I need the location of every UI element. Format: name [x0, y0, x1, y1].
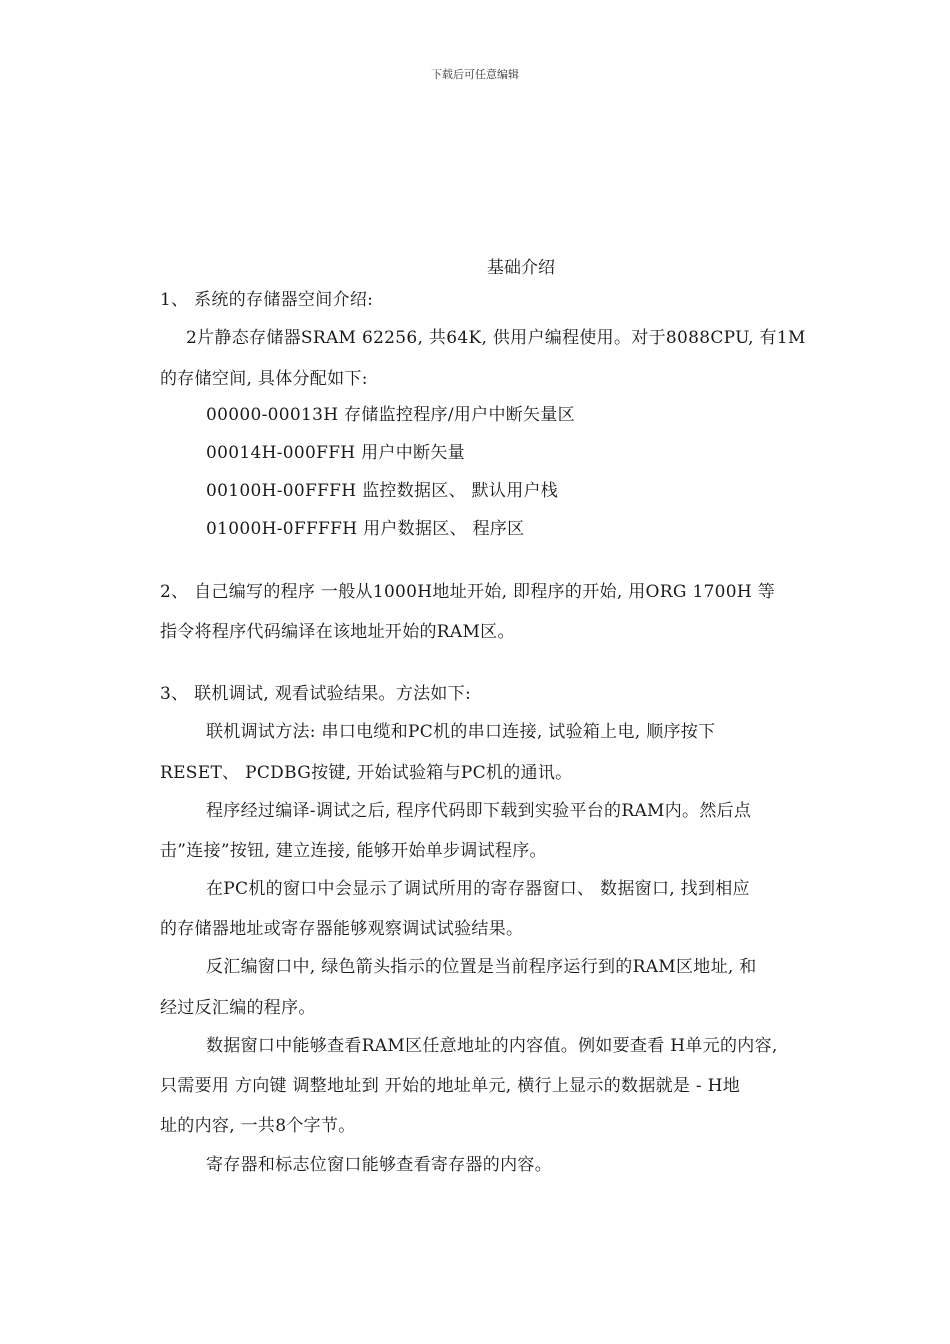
section-3-para-b-line-1: 程序经过编译-调试之后, 程序代码即下载到实验平台的RAM内。然后点 [206, 801, 752, 821]
section-3-para-d-line-2: 经过反汇编的程序。 [160, 998, 316, 1018]
section-2-line-2: 指令将程序代码编译在该地址开始的RAM区。 [160, 622, 515, 642]
section-2-line-1: 2、 自己编写的程序 一般从1000H地址开始, 即程序的开始, 用ORG 1700H 等 [160, 582, 776, 602]
section-3-para-d-line-1: 反汇编窗口中, 绿色箭头指示的位置是当前程序运行到的RAM区地址, 和 [206, 957, 757, 977]
section-3-para-c-line-1: 在PC机的窗口中会显示了调试所用的寄存器窗口、 数据窗口, 找到相应 [206, 879, 750, 899]
section-3-para-a-line-1: 联机调试方法: 串口电缆和PC机的串口连接, 试验箱上电, 顺序按下 [206, 722, 716, 742]
section-3-heading: 3、 联机调试, 观看试验结果。方法如下: [160, 684, 472, 704]
memory-map-row-2: 00014H-000FFH 用户中断矢量 [206, 443, 465, 463]
section-3-para-f-line-1: 寄存器和标志位窗口能够查看寄存器的内容。 [206, 1155, 552, 1175]
section-3-para-b-line-2: 击”连接”按钮, 建立连接, 能够开始单步调试程序。 [160, 841, 547, 861]
section-3-para-c-line-2: 的存储器地址或寄存器能够观察调试试验结果。 [160, 919, 524, 939]
page-header: 下载后可任意编辑 [431, 68, 519, 81]
section-3-para-e-line-2: 只需要用 方向键 调整地址到 开始的地址单元, 横行上显示的数据就是 - H地 [160, 1076, 741, 1096]
section-3-para-e-line-3: 址的内容, 一共8个字节。 [160, 1116, 356, 1136]
section-1-heading: 1、 系统的存储器空间介绍: [160, 290, 374, 310]
section-1-paragraph-line-2: 的存储空间, 具体分配如下: [160, 369, 368, 389]
memory-map-row-4: 01000H-0FFFFH 用户数据区、 程序区 [206, 519, 525, 539]
document-title: 基础介绍 [487, 258, 555, 278]
section-3-para-a-line-2: RESET、 PCDBG按键, 开始试验箱与PC机的通讯。 [160, 763, 573, 783]
section-1-paragraph-line-1: 2片静态存储器SRAM 62256, 共64K, 供用户编程使用。对于8088CPU, 有1M [186, 328, 806, 348]
memory-map-row-3: 00100H-00FFFH 监控数据区、 默认用户栈 [206, 481, 559, 501]
memory-map-row-1: 00000-00013H 存储监控程序/用户中断矢量区 [206, 405, 575, 425]
section-3-para-e-line-1: 数据窗口中能够查看RAM区任意地址的内容值。例如要查看 H单元的内容, [206, 1036, 778, 1056]
